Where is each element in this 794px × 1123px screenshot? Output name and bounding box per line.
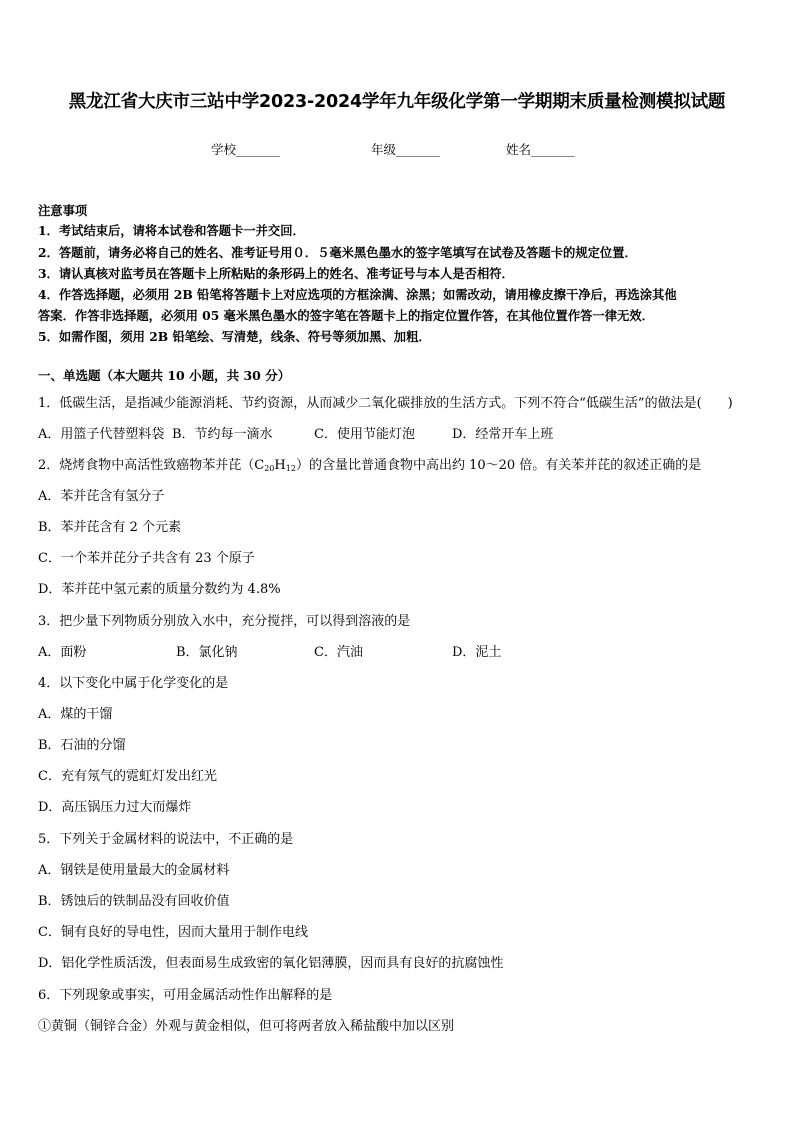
- option-d: D．苯并芘中氢元素的质量分数约为 4.8%: [38, 582, 281, 597]
- question-3-stem: 3．把少量下列物质分别放入水中，充分搅拌，可以得到溶液的是: [38, 614, 411, 629]
- question-3-options: [38, 644, 758, 662]
- exam-title: 黑龙江省大庆市三站中学2023-2024学年九年级化学第一学期期末质量检测模拟试题: [68, 92, 726, 112]
- note-item: 3．请认真核对监考员在答题卡上所粘贴的条形码上的姓名、准考证号与本人是否相符．: [38, 266, 514, 281]
- option-c: C．一个苯并芘分子共含有 23 个原子: [38, 551, 255, 566]
- name-field: 姓名_______: [506, 142, 575, 157]
- question-2-stem: 2．烧烤食物中高活性致癌物苯并芘$(C_{20}H_{12})$的含量比普通食物中高出约 10～20 倍。有关苯并芘的叙述正确的是: [38, 458, 702, 473]
- student-info-fields: [0, 140, 794, 160]
- option-c: C．使用节能灯泡: [314, 427, 415, 442]
- question-6-item-1: ①黄铜（铜锌合金）外观与黄金相似，但可将两者放入稀盐酸中加以区别: [38, 1019, 455, 1034]
- option-b: B．锈蚀后的铁制品没有回收价值: [38, 894, 230, 909]
- option-a: A．面粉: [38, 645, 87, 660]
- note-item: 1．考试结束后，请将本试卷和答题卡一并交回．: [38, 223, 305, 238]
- note-item: 5．如需作图，须用 2B 铅笔绘、写清楚，线条、符号等须加黑、加粗．: [38, 329, 431, 344]
- note-item: 2．答题前，请务必将自己的姓名、准考证号用０．５毫米黑色墨水的签字笔填写在试卷及答题卡的规定位置．: [38, 245, 637, 260]
- option-c: C．充有氖气的霓虹灯发出红光: [38, 769, 217, 784]
- option-c: C．铜有良好的导电性，因而大量用于制作电线: [38, 925, 308, 940]
- option-a: A．钢铁是使用量最大的金属材料: [38, 863, 230, 878]
- option-a: A．用篮子代替塑料袋: [38, 427, 165, 442]
- option-a: A．苯并芘含有氢分子: [38, 489, 165, 504]
- option-d: D．铝化学性质活泼，但表面易生成致密的氧化铝薄膜，因而具有良好的抗腐蚀性: [38, 956, 504, 971]
- option-a: A．煤的干馏: [38, 707, 113, 722]
- option-b: B．氯化钠: [176, 645, 238, 660]
- question-1-options: [38, 426, 758, 444]
- option-c: C．汽油: [314, 645, 363, 660]
- section-heading: 一、单选题（本大题共 10 小题，共 30 分）: [38, 368, 291, 383]
- question-5-stem: 5．下列关于金属材料的说法中，不正确的是: [38, 832, 294, 847]
- option-d: D．经常开车上班: [452, 427, 554, 442]
- option-b: B．节约每一滴水: [172, 427, 273, 442]
- option-d: D．泥土: [452, 645, 502, 660]
- option-b: B．石油的分馏: [38, 738, 126, 753]
- note-item: 答案．作答非选择题，必须用 05 毫米黑色墨水的签字笔在答题卡上的指定位置作答，在其他位置作答一律无效．: [38, 308, 654, 323]
- question-6-stem: 6．下列现象或事实，可用金属活动性作出解释的是: [38, 988, 333, 1003]
- notes-heading: 注意事项: [38, 203, 88, 218]
- school-field: 学校_______: [211, 142, 280, 157]
- question-4-stem: 4．以下变化中属于化学变化的是: [38, 676, 229, 691]
- note-item: 4．作答选择题，必须用 2B 铅笔将答题卡上对应选项的方框涂满、涂黑；如需改动，请用橡皮擦干净后，再选涂其他: [38, 287, 677, 302]
- option-d: D．高压锅压力过大而爆炸: [38, 800, 192, 815]
- option-b: B．苯并芘含有 2 个元素: [38, 520, 182, 535]
- question-1-stem: 1．低碳生活，是指减少能源消耗、节约资源，从而减少二氧化碳排放的生活方式。下列不符合“低碳生活”的做法是( ): [38, 396, 733, 411]
- grade-field: 年级_______: [371, 142, 440, 157]
